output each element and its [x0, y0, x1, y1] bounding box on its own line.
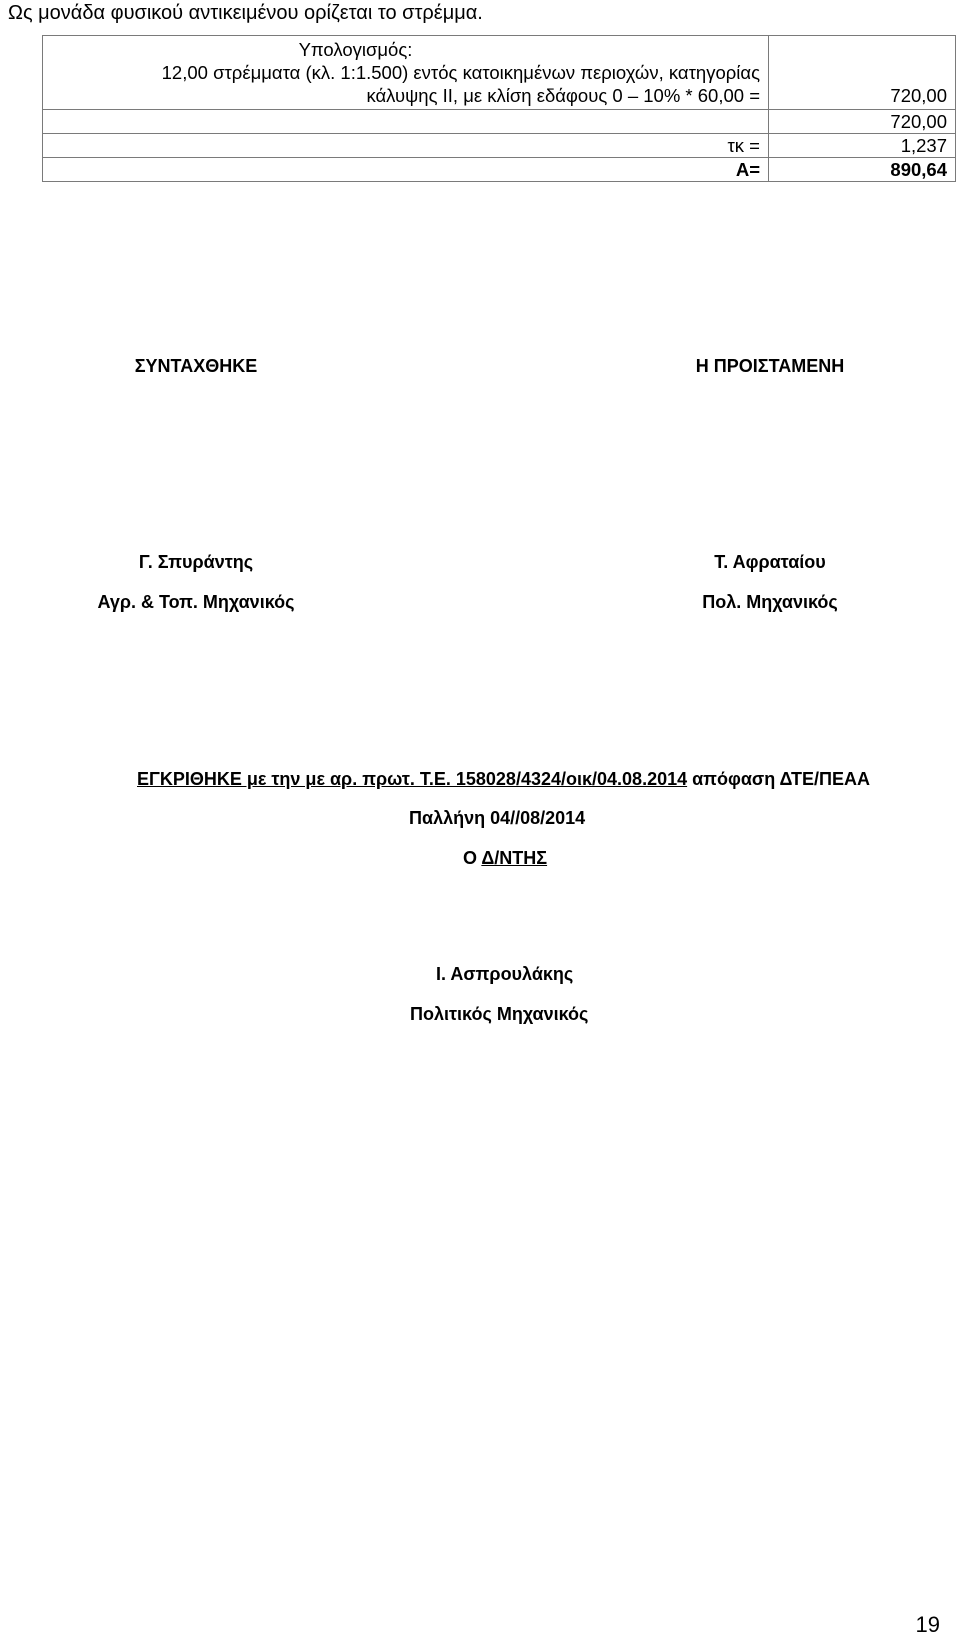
- approval-line: [137, 769, 870, 790]
- calculation-line-1: 12,00 στρέμματα (κλ. 1:1.500) εντός κατοικημένων περιοχών, κατηγορίας: [161, 62, 760, 83]
- approval-middle: απόφαση: [687, 769, 780, 789]
- calculation-heading: Υπολογισμός:: [298, 39, 413, 60]
- supervisor-role: Πολ. Μηχανικός: [702, 592, 838, 612]
- calculation-value-1: 720,00: [890, 85, 947, 106]
- supervisor-name: Τ. Αφραταίου: [714, 552, 826, 572]
- intro-text: Ως μονάδα φυσικού αντικειμένου ορίζεται το στρέμμα.: [8, 2, 483, 24]
- empty-cell: [43, 110, 769, 134]
- drafted-title: ΣΥΝΤΑΧΘΗΚΕ: [134, 356, 258, 376]
- total-label: Α=: [43, 158, 769, 182]
- approval-authority: ΔΤΕ/ΠΕΑΑ: [779, 769, 870, 789]
- director-prefix: Ο: [463, 848, 482, 868]
- calculation-description: [43, 36, 769, 110]
- table-row: [43, 158, 956, 182]
- total-value: 890,64: [769, 158, 956, 182]
- tk-value: 1,237: [769, 134, 956, 158]
- subtotal-value: 720,00: [769, 110, 956, 134]
- drafter-role: Αγρ. & Τοπ. Μηχανικός: [97, 592, 295, 612]
- supervisor-title: Η ΠΡΟΙΣΤΑΜΕΝΗ: [695, 356, 845, 376]
- table-row: [43, 134, 956, 158]
- table-row: [43, 110, 956, 134]
- director-name: Ι. Ασπρουλάκης: [436, 964, 574, 984]
- director-title: [463, 848, 547, 869]
- table-row: [43, 36, 956, 110]
- director-label: Δ/ΝΤΗΣ: [481, 848, 548, 868]
- tk-label: τκ =: [43, 134, 769, 158]
- page-number: 19: [915, 1612, 940, 1637]
- director-role: Πολιτικός Μηχανικός: [410, 1004, 589, 1024]
- drafter-name: Γ. Σπυράντης: [138, 552, 254, 572]
- calculation-value-cell: [769, 36, 956, 110]
- calculation-table: [42, 35, 956, 182]
- calculation-line-2: κάλυψης ΙΙ, με κλίση εδάφους 0 – 10% * 60,00 =: [366, 85, 760, 106]
- approval-reference: ΕΓΚΡΙΘΗΚΕ με την με αρ. πρωτ. Τ.Ε. 158028/4324/οικ/04.08.2014: [137, 769, 688, 789]
- place-date: Παλλήνη 04//08/2014: [409, 808, 586, 828]
